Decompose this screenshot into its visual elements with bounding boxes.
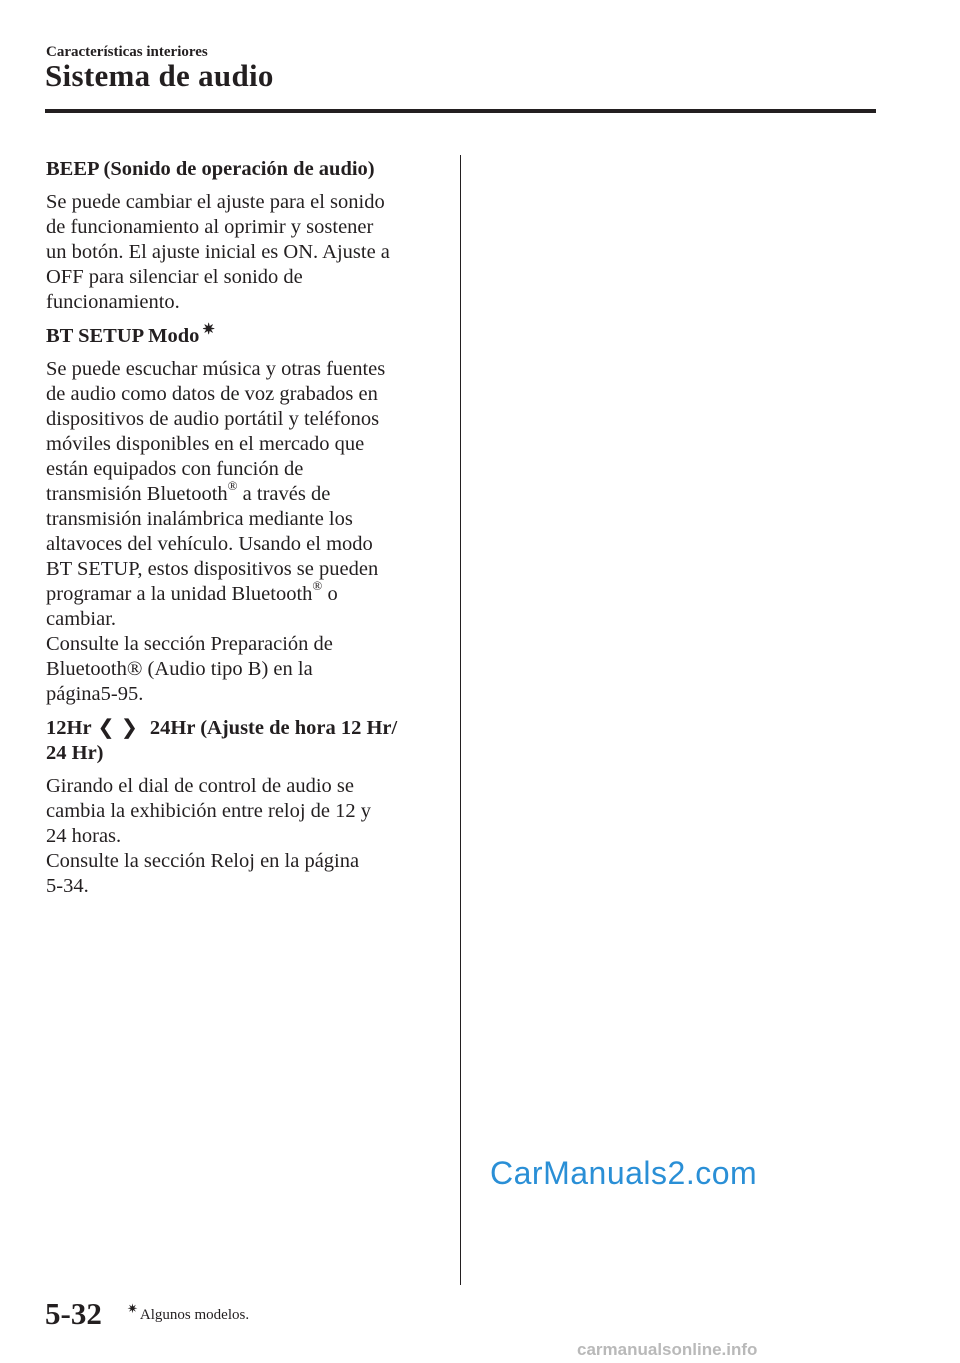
bt-setup-heading [46, 324, 446, 349]
heading-text: 24Hr (Ajuste de hora 12 Hr/ [149, 717, 398, 739]
body-text: o [322, 583, 338, 605]
body-line: cambia la exhibición entre reloj de 12 y [46, 800, 372, 822]
body-line: funcionamiento. [46, 291, 180, 313]
body-line: cambiar. [46, 608, 117, 630]
left-column [46, 157, 446, 908]
body-line: un botón. El ajuste inicial es ON. Ajuste a [46, 241, 390, 263]
heading-line: 24 Hr) [46, 742, 104, 764]
body-line [46, 478, 446, 507]
body-line: Se puede escuchar música y otras fuentes [46, 358, 386, 380]
body-line: 5-34. [46, 875, 89, 897]
body-line: de audio como datos de voz grabados en [46, 383, 378, 405]
footer-link[interactable]: carmanualsonline.info [577, 1340, 758, 1359]
some-models-star-icon: ✷ [202, 322, 215, 339]
column-divider [460, 155, 461, 1285]
footnote [127, 1301, 250, 1324]
body-line: Bluetooth® (Audio tipo B) en la [46, 658, 313, 680]
registered-mark: ® [312, 578, 323, 594]
footnote-text: Algunos modelos. [139, 1307, 250, 1323]
page-title: Sistema de audio [45, 58, 274, 93]
bt-setup-heading-text: BT SETUP Modo [46, 325, 200, 347]
heading-text: 12Hr [46, 717, 92, 739]
body-line: dispositivos de audio portátil y teléfonos [46, 408, 380, 430]
hour-format-body [46, 774, 446, 899]
some-models-star-icon: ✷ [127, 1301, 138, 1316]
beep-body [46, 190, 446, 315]
chevron-left-right-icon: ❮❯ [97, 717, 144, 739]
body-line: Consulte la sección Preparación de [46, 633, 333, 655]
body-text: a través de [237, 483, 331, 505]
body-line: OFF para silenciar el sonido de [46, 266, 303, 288]
body-line: BT SETUP, estos dispositivos se pueden [46, 558, 379, 580]
body-line: de funcionamiento al oprimir y sostener [46, 216, 374, 238]
body-line: altavoces del vehículo. Usando el modo [46, 533, 373, 555]
body-line: transmisión inalámbrica mediante los [46, 508, 353, 530]
body-line: Consulte la sección Reloj en la página [46, 850, 360, 872]
body-text: programar a la unidad Bluetooth [46, 583, 313, 605]
body-line [46, 578, 446, 607]
registered-mark: ® [227, 478, 238, 494]
watermark-logo: CarManuals2.com [490, 1155, 758, 1191]
bt-setup-body [46, 357, 446, 707]
page-number: 5-32 [45, 1296, 102, 1331]
hour-format-heading [46, 716, 446, 766]
body-text: transmisión Bluetooth [46, 483, 228, 505]
section-label: Características interiores [46, 44, 208, 60]
body-line: están equipados con función de [46, 458, 304, 480]
title-rule [45, 109, 876, 113]
body-line: 24 horas. [46, 825, 122, 847]
body-line: Girando el dial de control de audio se [46, 775, 354, 797]
beep-heading: BEEP (Sonido de operación de audio) [46, 158, 375, 180]
body-line: Se puede cambiar el ajuste para el sonido [46, 191, 385, 213]
body-line: móviles disponibles en el mercado que [46, 433, 365, 455]
heading-line [46, 716, 446, 741]
body-line: página5-95. [46, 683, 144, 705]
